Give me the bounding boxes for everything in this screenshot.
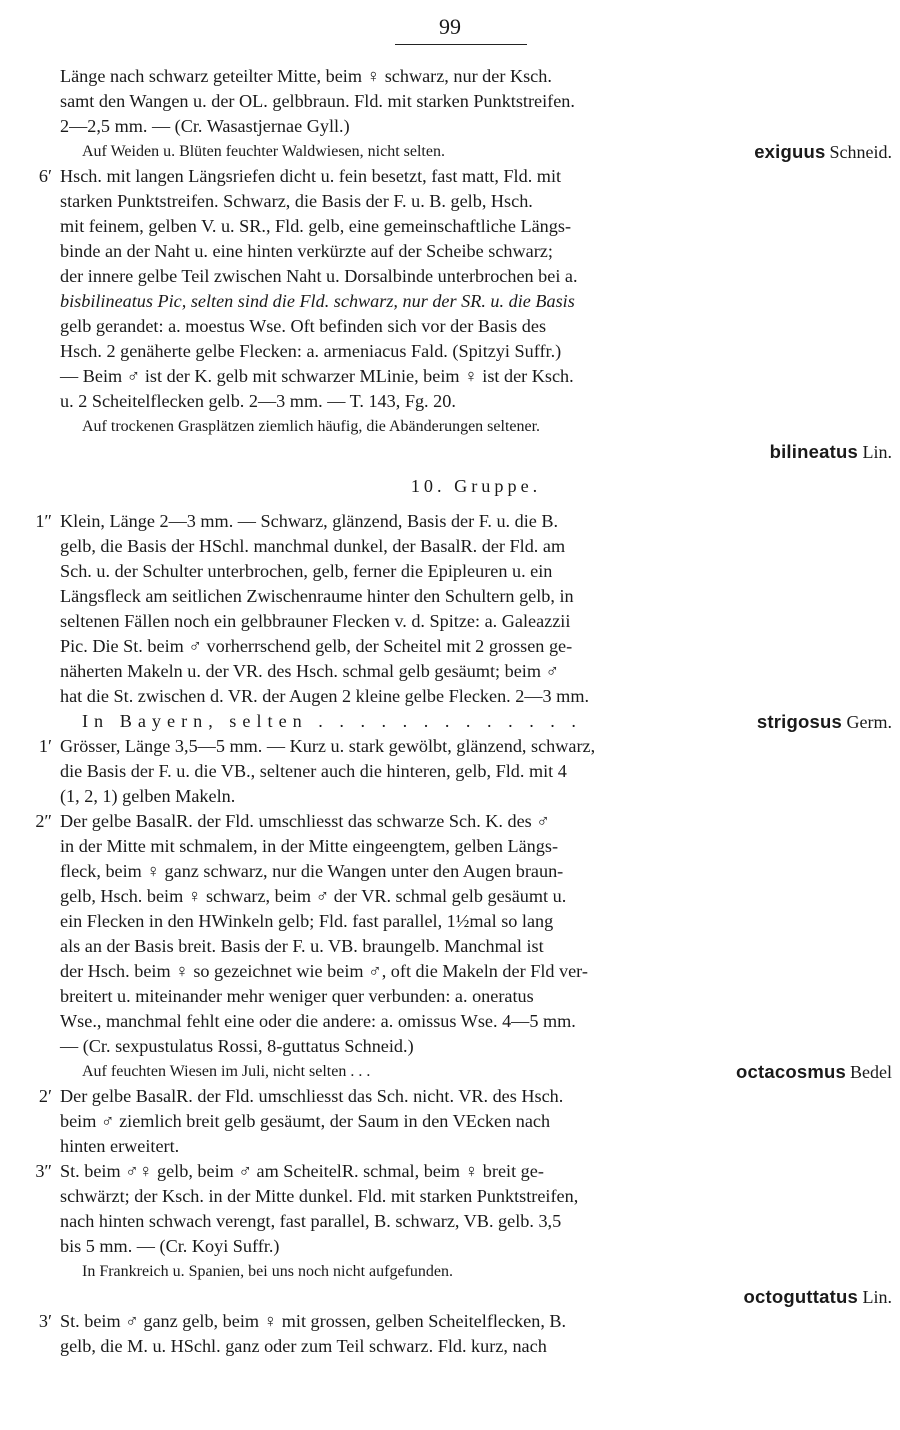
- key-entry: [35, 509, 892, 534]
- species-author: Bedel: [850, 1062, 892, 1082]
- species-name: strigosus: [756, 711, 842, 732]
- habitat-line: [60, 709, 892, 734]
- key-entry: [38, 164, 892, 189]
- text-line: als an der Basis breit. Basis der F. u. VB. braungelb. Manchmal ist: [60, 936, 544, 956]
- text-line: samt den Wangen u. der OL. gelbbraun. Fld. mit starken Punktstreifen.: [60, 91, 575, 111]
- species-author: Schneid.: [829, 142, 892, 162]
- key-entry: [38, 734, 892, 759]
- text-line: nach hinten schwach verengt, fast parallel, B. schwarz, VB. gelb. 3,5: [60, 1211, 562, 1231]
- text-line: ein Flecken in den HWinkeln gelb; Fld. fast parallel, 1½mal so lang: [60, 911, 554, 931]
- habitat-text: In Bayern, selten . . . . . . . . . . . . .: [82, 711, 582, 731]
- key-number: 1′: [38, 736, 52, 756]
- text-line: in der Mitte mit schmalem, in der Mitte eingeengtem, gelben Längs-: [60, 836, 558, 856]
- text-line: hat die St. zwischen d. VR. der Augen 2 kleine gelbe Flecken. 2—3 mm.: [60, 686, 590, 706]
- text-line: gelb, die M. u. HSchl. ganz oder zum Teil schwarz. Fld. kurz, nach: [60, 1336, 547, 1356]
- key-number: 1″: [35, 511, 52, 531]
- text-line: gelb, die Basis der HSchl. manchmal dunkel, der BasalR. der Fld. am: [60, 536, 566, 556]
- text-line: St. beim ♂ ganz gelb, beim ♀ mit grossen, gelben Scheitelflecken, B.: [60, 1311, 567, 1331]
- habitat-line: [60, 1059, 892, 1084]
- text-line: fleck, beim ♀ ganz schwarz, nur die Wangen unter den Augen braun-: [60, 861, 564, 881]
- species-name: exiguus: [754, 141, 826, 162]
- text-line: die Basis der F. u. die VB., seltener auch die hinteren, gelb, Fld. mit 4: [60, 761, 567, 781]
- text-line: mit feinem, gelben V. u. SR., Fld. gelb, eine gemeinschaftliche Längs-: [60, 216, 571, 236]
- text-line: St. beim ♂♀ gelb, beim ♂ am ScheitelR. schmal, beim ♀ breit ge-: [60, 1161, 544, 1181]
- text-line: Grösser, Länge 3,5—5 mm. — Kurz u. stark gewölbt, glänzend, schwarz,: [60, 736, 596, 756]
- key-number: 3′: [38, 1311, 52, 1331]
- text-line: Sch. u. der Schulter unterbrochen, gelb, ferner die Epipleuren u. ein: [60, 561, 553, 581]
- text-line: gelb, Hsch. beim ♀ schwarz, beim ♂ der VR. schmal gelb gesäumt u.: [60, 886, 567, 906]
- species-line: [60, 1284, 892, 1309]
- text-line: der Hsch. beim ♀ so gezeichnet wie beim ♂, oft die Makeln der Fld ver-: [60, 961, 588, 981]
- key-number: 6′: [38, 166, 52, 186]
- species-line: [60, 439, 892, 464]
- text-line: beim ♂ ziemlich breit gelb gesäumt, der Saum in den VEcken nach: [60, 1111, 551, 1131]
- species-author: Lin.: [862, 1287, 892, 1307]
- key-entry: [35, 809, 892, 834]
- key-number: 2″: [35, 811, 52, 831]
- text-line: schwärzt; der Ksch. in der Mitte dunkel. Fld. mit starken Punktstreifen,: [60, 1186, 579, 1206]
- page-body: [35, 64, 892, 1359]
- text-line: — (Cr. sexpustulatus Rossi, 8-guttatus Schneid.): [60, 1036, 414, 1056]
- text-line: breitert u. miteinander mehr weniger quer verbunden: a. oneratus: [60, 986, 534, 1006]
- text-line: binde an der Naht u. eine hinten verkürzte auf der Scheibe schwarz;: [60, 241, 553, 261]
- text-line: gelb gerandet: a. moestus Wse. Oft befinden sich vor der Basis des: [60, 316, 547, 336]
- key-number: 2′: [38, 1086, 52, 1106]
- text-line: bisbilineatus Pic, selten sind die Fld. schwarz, nur der SR. u. die Basis: [60, 291, 575, 311]
- text-line: Der gelbe BasalR. der Fld. umschliesst das Sch. nicht. VR. des Hsch.: [60, 1086, 564, 1106]
- species-author: Lin.: [862, 442, 892, 462]
- text-line: seltenen Fällen noch ein gelbbrauner Flecken v. d. Spitze: a. Galeazzii: [60, 611, 571, 631]
- page-number: 99: [439, 14, 461, 39]
- key-entry: [38, 1084, 892, 1109]
- species-name: bilineatus: [769, 441, 858, 462]
- text-line: u. 2 Scheitelflecken gelb. 2—3 mm. — T. 143, Fg. 20.: [60, 391, 456, 411]
- text-line: Hsch. 2 genäherte gelbe Flecken: a. armeniacus Fald. (Spitzyi Suffr.): [60, 341, 562, 361]
- text-line: starken Punktstreifen. Schwarz, die Basis der F. u. B. gelb, Hsch.: [60, 191, 533, 211]
- text-line: Wse., manchmal fehlt eine oder die andere: a. omissus Wse. 4—5 mm.: [60, 1011, 576, 1031]
- text-line: Länge nach schwarz geteilter Mitte, beim ♀ schwarz, nur der Ksch.: [60, 66, 552, 86]
- text-line: Längsfleck am seitlichen Zwischenraume hinter den Schultern gelb, in: [60, 586, 574, 606]
- text-line: näherten Makeln u. der VR. des Hsch. schmal gelb gesäumt; beim ♂: [60, 661, 560, 681]
- header-rule: [395, 44, 527, 45]
- key-number: 3″: [35, 1161, 52, 1181]
- habitat-line: [60, 139, 892, 164]
- key-entry: [38, 1309, 892, 1334]
- text-line: Pic. Die St. beim ♂ vorherrschend gelb, der Scheitel mit 2 grossen ge-: [60, 636, 573, 656]
- text-line: 2—2,5 mm. — (Cr. Wasastjernae Gyll.): [60, 116, 350, 136]
- habitat-text: Auf feuchten Wiesen im Juli, nicht selten . . .: [82, 1063, 371, 1080]
- text-line: Hsch. mit langen Längsriefen dicht u. fein besetzt, fast matt, Fld. mit: [60, 166, 562, 186]
- text-line: bis 5 mm. — (Cr. Koyi Suffr.): [60, 1236, 280, 1256]
- key-entry: [35, 1159, 892, 1184]
- species-author: Germ.: [846, 712, 892, 732]
- habitat-text: Auf Weiden u. Blüten feuchter Waldwiesen, nicht selten.: [82, 143, 445, 160]
- habitat-line: Auf trockenen Grasplätzen ziemlich häufig, die Abänderungen seltener.: [82, 418, 541, 435]
- text-line: — Beim ♂ ist der K. gelb mit schwarzer MLinie, beim ♀ ist der Ksch.: [60, 366, 574, 386]
- text-line: Klein, Länge 2—3 mm. — Schwarz, glänzend, Basis der F. u. die B.: [60, 511, 559, 531]
- text-line: Der gelbe BasalR. der Fld. umschliesst das schwarze Sch. K. des ♂: [60, 811, 550, 831]
- text-line: hinten erweitert.: [60, 1136, 180, 1156]
- habitat-line: In Frankreich u. Spanien, bei uns noch nicht aufgefunden.: [82, 1263, 454, 1280]
- species-name: octacosmus: [736, 1061, 846, 1082]
- text-line: (1, 2, 1) gelben Makeln.: [60, 786, 236, 806]
- text-line: der innere gelbe Teil zwischen Naht u. Dorsalbinde unterbrochen bei a.: [60, 266, 578, 286]
- species-name: octoguttatus: [743, 1286, 858, 1307]
- group-heading: 10. Gruppe.: [410, 476, 542, 496]
